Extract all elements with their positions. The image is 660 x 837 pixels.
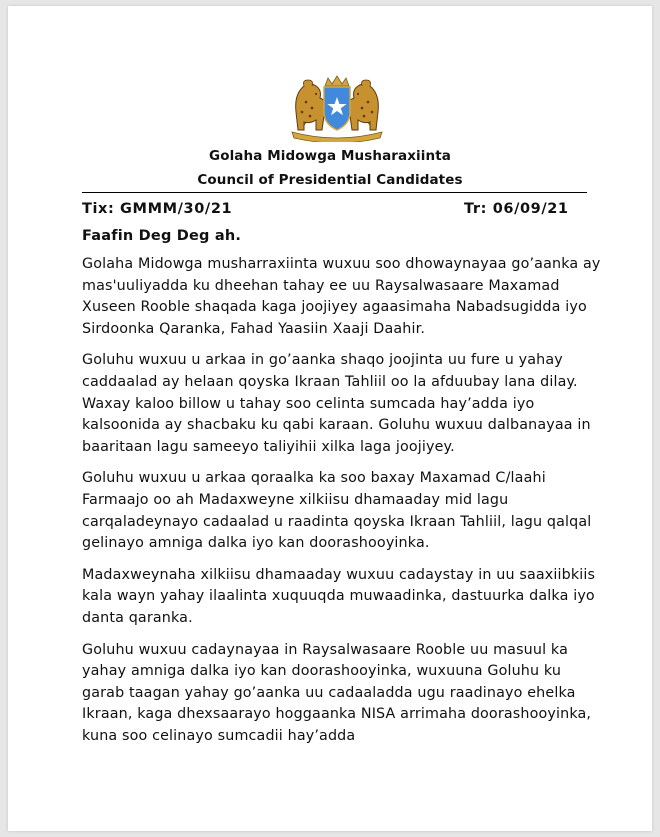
- document-heading: Faafin Deg Deg ah.: [82, 228, 242, 244]
- coat-of-arms-icon: [282, 72, 392, 142]
- document-body: [82, 254, 602, 757]
- document-date: Tr: 06/09/21: [464, 201, 569, 217]
- header-divider: [82, 192, 587, 193]
- paragraph: Goluhu wuxuu u arkaa in go’aanka shaqo joojinta uu fure u yahay caddaalad ay helaan qoyska Ikraan Tahliil oo la afduubay lana dilay. Waxay kaloo billow u tahay soo celinta sumcada hay’adda iyo kalsoonida ay shacbaku ku qabi karaan. Goluhu wuxuu dalbanayaa in baaritaan lagu sameeyo taliyihii xilka laga joojiyey.: [82, 352, 591, 455]
- document-page: [8, 6, 652, 831]
- paragraph: Madaxweynaha xilkiisu dhamaaday wuxuu cadaystay in uu saaxiibkiis kala wayn yahay ilaalinta xuquuqda muwaadinka, dastuurka dalka iyo danta qaranka.: [82, 566, 596, 626]
- paragraph: Goluhu wuxuu u arkaa qoraalka ka soo baxay Maxamad C/laahi Farmaajo oo ah Madaxweyne xilkiisu dhamaaday mid lagu carqaladeynayo cadaalad u raadinta qoyska Ikraan Tahliil, lagu qalqal gelinayo amniga dalka iyo kan doorashooyinka.: [82, 470, 592, 552]
- org-name-english: Council of Presidential Candidates: [197, 172, 463, 188]
- paragraph: Golaha Midowga musharraxiinta wuxuu soo dhowaynayaa go’aanka ay mas'uuliyadda ku dheehan tahay ee uu Raysalwasaare Maxamad Xuseen Rooble shaqada kaga joojiyey agaasimaha Nabadsugidda iyo Sirdoonka Qaranka, Fahad Yaasiin Xaaji Daahir.: [82, 256, 601, 337]
- reference-number: Tix: GMMM/30/21: [82, 201, 233, 217]
- org-name-somali: Golaha Midowga Musharaxiinta: [209, 148, 451, 164]
- paragraph: Goluhu wuxuu cadaynayaa in Raysalwasaare Rooble uu masuul ka yahay amniga dalka iyo kan doorashooyinka, wuxuuna Goluhu ku garab taagan yahay go’aanka uu cadaaladda ugu raadinayo ehelka Ikraan, kaga dhexsaarayo hoggaanka NISA arrimaha doorashooyinka, kuna soo celinayo sumcadii hay’adda: [82, 641, 592, 744]
